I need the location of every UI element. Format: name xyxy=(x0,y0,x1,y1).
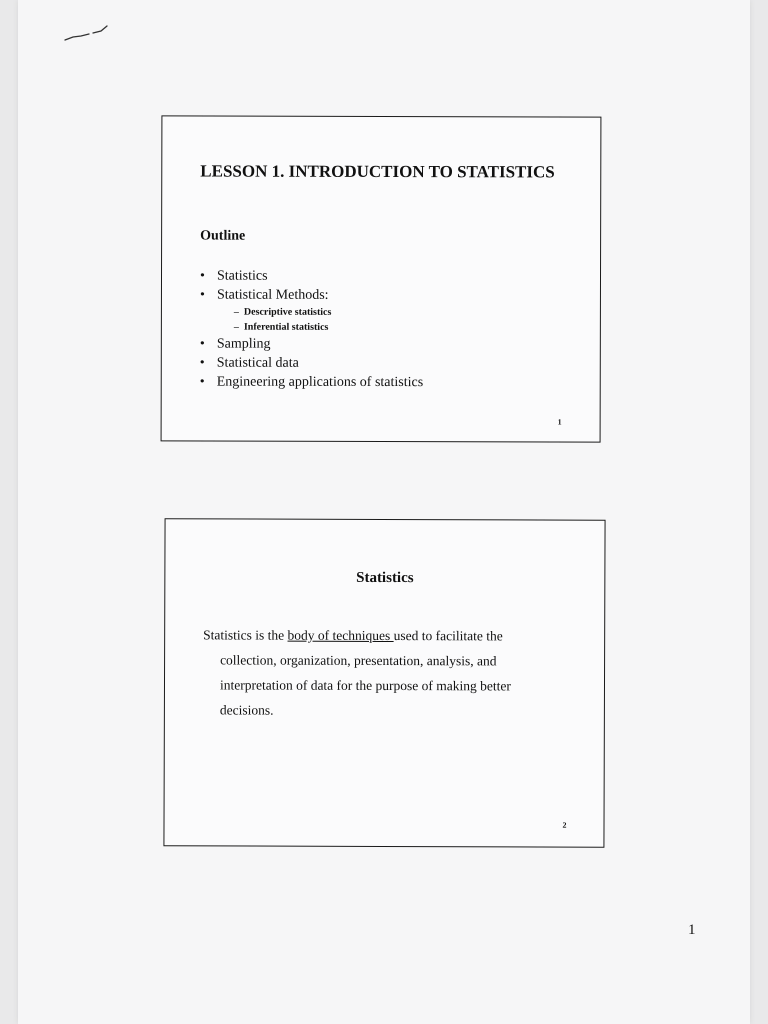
slide-title: Statistics xyxy=(356,569,414,587)
slide-1 xyxy=(161,115,602,442)
definition-text xyxy=(203,622,563,723)
list-item xyxy=(200,267,424,287)
definition-start: Statistics is the xyxy=(203,627,288,643)
definition-line: interpretation of data for the purpose of making better xyxy=(219,677,511,694)
sub-list-item-text: Descriptive statistics xyxy=(243,306,332,318)
list-item-text: Statistical Methods: xyxy=(216,287,329,303)
page-number: 1 xyxy=(688,922,696,938)
bullet-icon: • xyxy=(199,268,205,284)
list-item-text: Statistical data xyxy=(216,355,299,371)
pen-mark xyxy=(63,22,113,48)
outline-heading: Outline xyxy=(200,228,246,244)
definition-line: collection, organization, presentation, analysis, and xyxy=(220,652,497,669)
definition-rest: used to facilitate the xyxy=(393,628,503,644)
bullet-icon: • xyxy=(199,355,205,371)
definition-line xyxy=(203,622,563,648)
list-item-text: Statistics xyxy=(216,268,268,284)
slide-number: 1 xyxy=(557,417,562,427)
list-item xyxy=(200,286,424,336)
sub-list-item xyxy=(221,305,423,321)
bullet-icon: • xyxy=(199,374,205,390)
sub-list xyxy=(217,305,424,336)
bullet-icon: • xyxy=(199,287,205,303)
list-item xyxy=(200,373,424,393)
list-item-text: Engineering applications of statistics xyxy=(216,374,424,391)
underlined-phrase: body of techniques xyxy=(287,627,394,644)
outline-list xyxy=(200,267,424,393)
dash-icon: – xyxy=(233,321,239,333)
sub-list-item xyxy=(221,320,423,336)
slide-number: 2 xyxy=(562,820,567,830)
list-item xyxy=(200,354,424,374)
list-item-text: Sampling xyxy=(216,336,271,352)
dash-icon: – xyxy=(233,306,239,318)
sub-list-item-text: Inferential statistics xyxy=(243,321,329,333)
bullet-icon: • xyxy=(199,336,205,352)
document-page xyxy=(18,0,750,1024)
slide-title: LESSON 1. INTRODUCTION TO STATISTICS xyxy=(200,161,555,182)
definition-line: decisions. xyxy=(219,702,274,718)
list-item xyxy=(200,335,424,355)
slide-2 xyxy=(163,518,605,848)
